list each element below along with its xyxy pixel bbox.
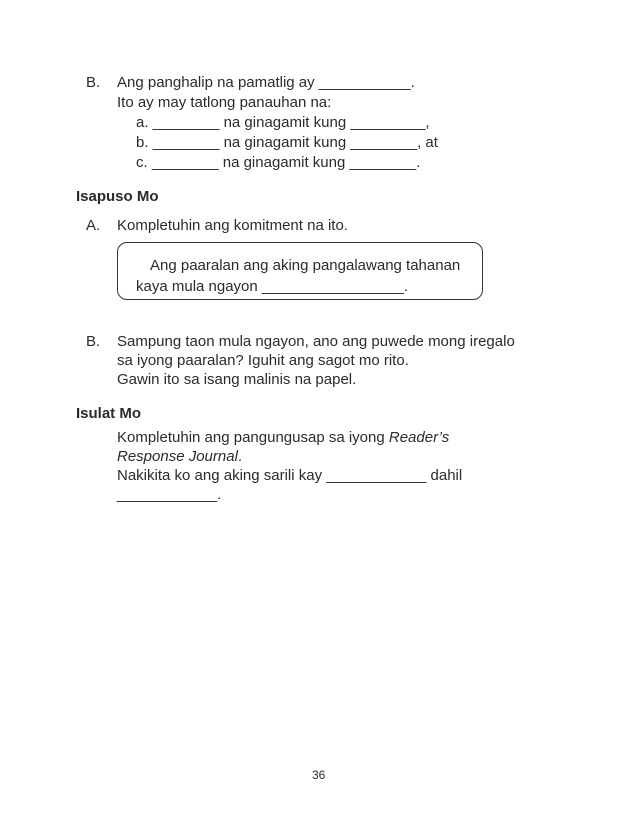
isapuso-b-line-1: Sampung taon mula ngayon, ano ang puwede mong iregalo <box>117 333 515 350</box>
response-journal-italic: Response Journal <box>117 448 238 465</box>
isulat-line-4: ____________. <box>117 486 222 503</box>
readers-italic: Reader’s <box>388 429 450 446</box>
isulat-line-1 <box>117 429 449 447</box>
item-b-line: b. ________ na ginagamit kung ________, at <box>136 134 438 151</box>
pamatlig-line: Ang panghalip na pamatlig ay ___________. <box>117 74 415 91</box>
page-number: 36 <box>312 768 326 782</box>
commitment-line-2: kaya mula ngayon _________________. <box>136 278 408 295</box>
isulat-line-1-text: Kompletuhin ang pangungusap sa iyong <box>117 429 389 446</box>
isapuso-b-marker: B. <box>86 333 101 350</box>
commitment-line-1: Ang paaralan ang aking pangalawang tahanan <box>150 257 461 274</box>
isulat-line-2-period: . <box>237 448 243 465</box>
isapuso-b-line-3: Gawin ito sa isang malinis na papel. <box>117 371 357 388</box>
isulat-line-3: Nakikita ko ang aking sarili kay ____________ dahil <box>117 467 463 484</box>
item-c-line: c. ________ na ginagamit kung ________. <box>136 154 421 171</box>
isapuso-a-marker: A. <box>86 217 101 234</box>
isapuso-heading: Isapuso Mo <box>76 188 159 205</box>
panauhan-line: Ito ay may tatlong panauhan na: <box>117 94 332 111</box>
isulat-line-2 <box>117 448 242 466</box>
isulat-heading: Isulat Mo <box>76 405 142 422</box>
isapuso-a-text: Kompletuhin ang komitment na ito. <box>117 217 348 234</box>
item-a-line: a. ________ na ginagamit kung _________, <box>136 114 430 131</box>
isapuso-b-line-2: sa iyong paaralan? Iguhit ang sagot mo rito. <box>117 352 409 369</box>
section-b-marker: B. <box>86 74 101 91</box>
